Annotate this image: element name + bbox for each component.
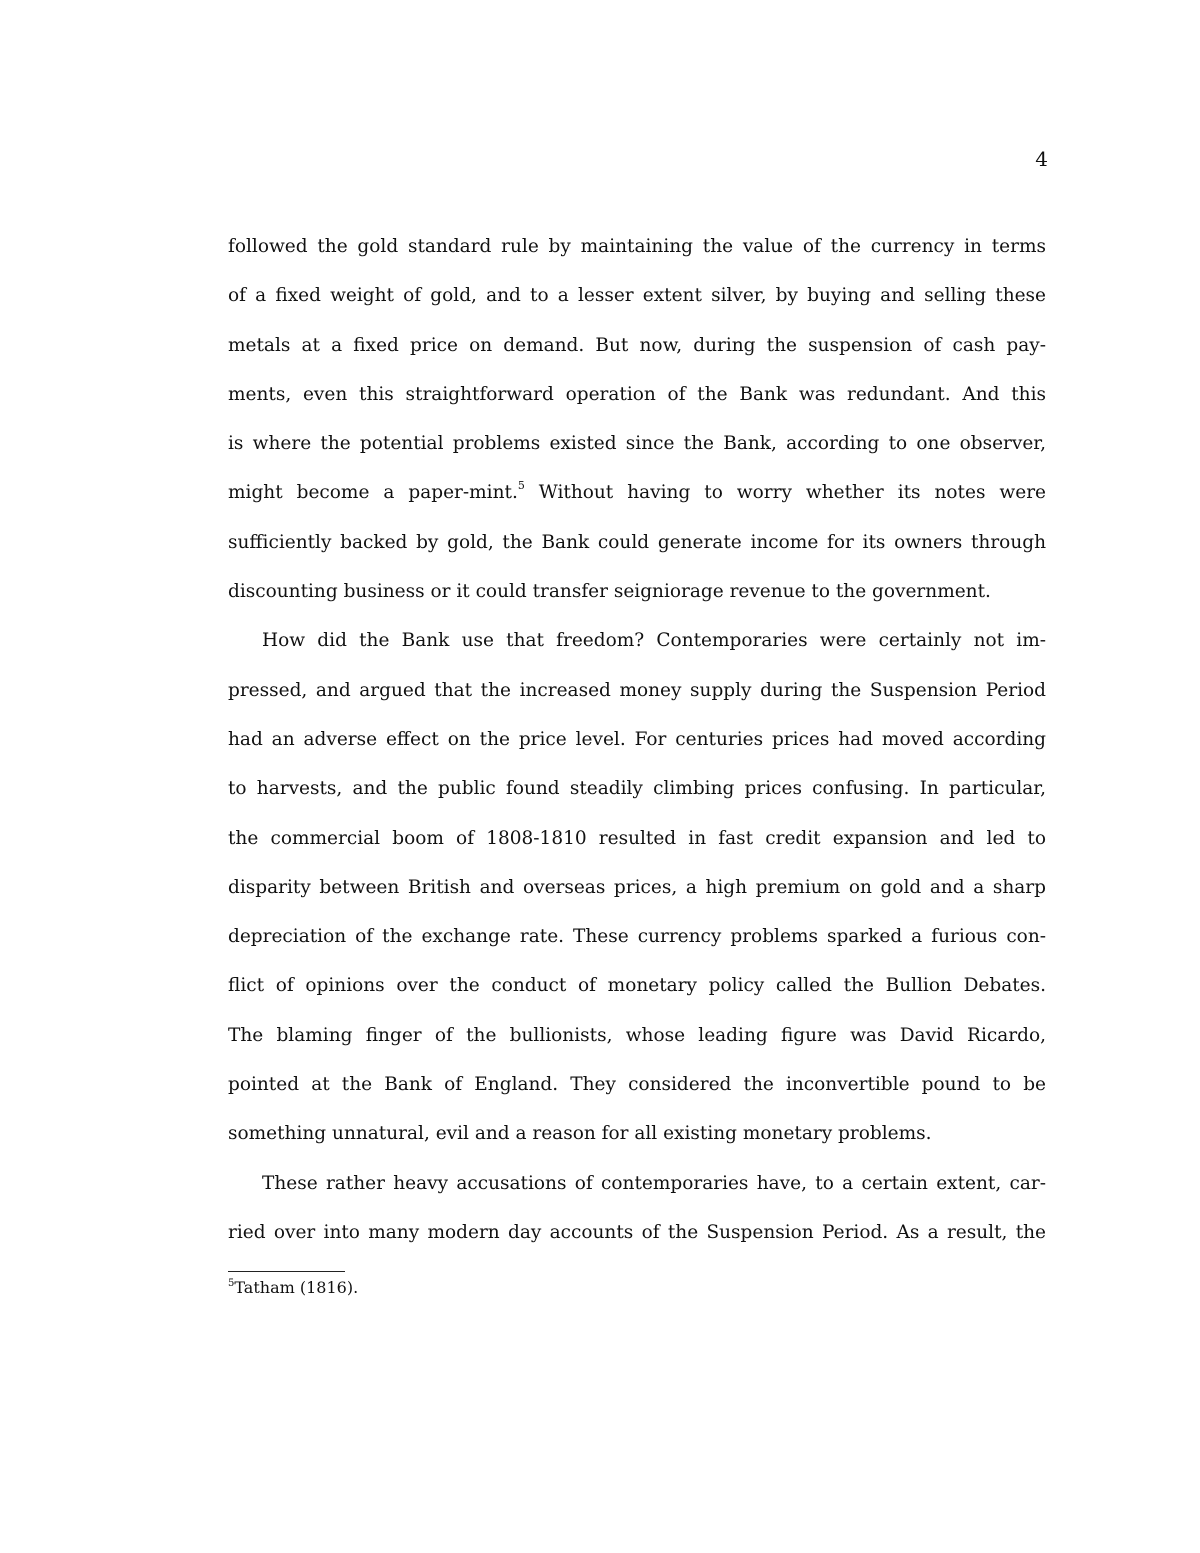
footnote xyxy=(228,1276,358,1300)
text-segment: Without having to worry whether its notes were xyxy=(524,482,1046,504)
footnote-mark: 5 xyxy=(228,1278,235,1289)
body-text xyxy=(228,227,1046,1262)
text-line: followed the gold standard rule by maintaining the value of the currency in terms xyxy=(228,236,1046,257)
text-line: is where the potential problems existed since the Bank, according to one observer, xyxy=(228,433,1046,455)
text-line: ried over into many modern day accounts of the Suspension Period. As a result, the xyxy=(228,1221,1046,1243)
footnote-reference: 5 xyxy=(517,479,525,493)
footnote-text: Tatham (1816). xyxy=(234,1278,359,1297)
text-line: pressed, and argued that the increased money supply during the Suspension Period xyxy=(228,679,1046,701)
text-line: had an adverse effect on the price level. For centuries prices had moved according xyxy=(228,728,1046,750)
text-line-with-footnote-mark xyxy=(228,473,1046,522)
text-line: pointed at the Bank of England. They considered the inconvertible pound to be xyxy=(228,1074,1046,1096)
text-line: the commercial boom of 1808-1810 resulted in fast credit expansion and led to xyxy=(228,827,1046,849)
text-line: sufficiently backed by gold, the Bank could generate income for its owners through xyxy=(228,531,1046,553)
text-line: flict of opinions over the conduct of monetary policy called the Bullion Debates. xyxy=(228,975,1046,997)
text-line: to harvests, and the public found steadily climbing prices confusing. In particular, xyxy=(228,778,1046,800)
text-line: metals at a fixed price on demand. But now, during the suspension of cash pay- xyxy=(228,334,1046,356)
text-line: The blaming finger of the bullionists, whose leading figure was David Ricardo, xyxy=(228,1024,1046,1046)
text-line: These rather heavy accusations of contemporaries have, to a certain extent, car- xyxy=(262,1172,1046,1194)
footnote-rule xyxy=(228,1271,345,1272)
text-line: ments, even this straightforward operation of the Bank was redundant. And this xyxy=(228,383,1046,405)
page-number: 4 xyxy=(1035,147,1048,171)
text-line: How did the Bank use that freedom? Contemporaries were certainly not im- xyxy=(262,630,1046,652)
text-line: disparity between British and overseas prices, a high premium on gold and a sharp xyxy=(228,876,1046,898)
text-line: discounting business or it could transfer seigniorage revenue to the government. xyxy=(228,581,991,603)
text-line: depreciation of the exchange rate. These currency problems sparked a furious con- xyxy=(228,926,1046,948)
text-line: of a fixed weight of gold, and to a lesser extent silver, by buying and selling these xyxy=(228,285,1046,307)
text-line: something unnatural, evil and a reason for all existing monetary problems. xyxy=(228,1123,932,1145)
text-segment: might become a paper-mint. xyxy=(228,482,518,504)
